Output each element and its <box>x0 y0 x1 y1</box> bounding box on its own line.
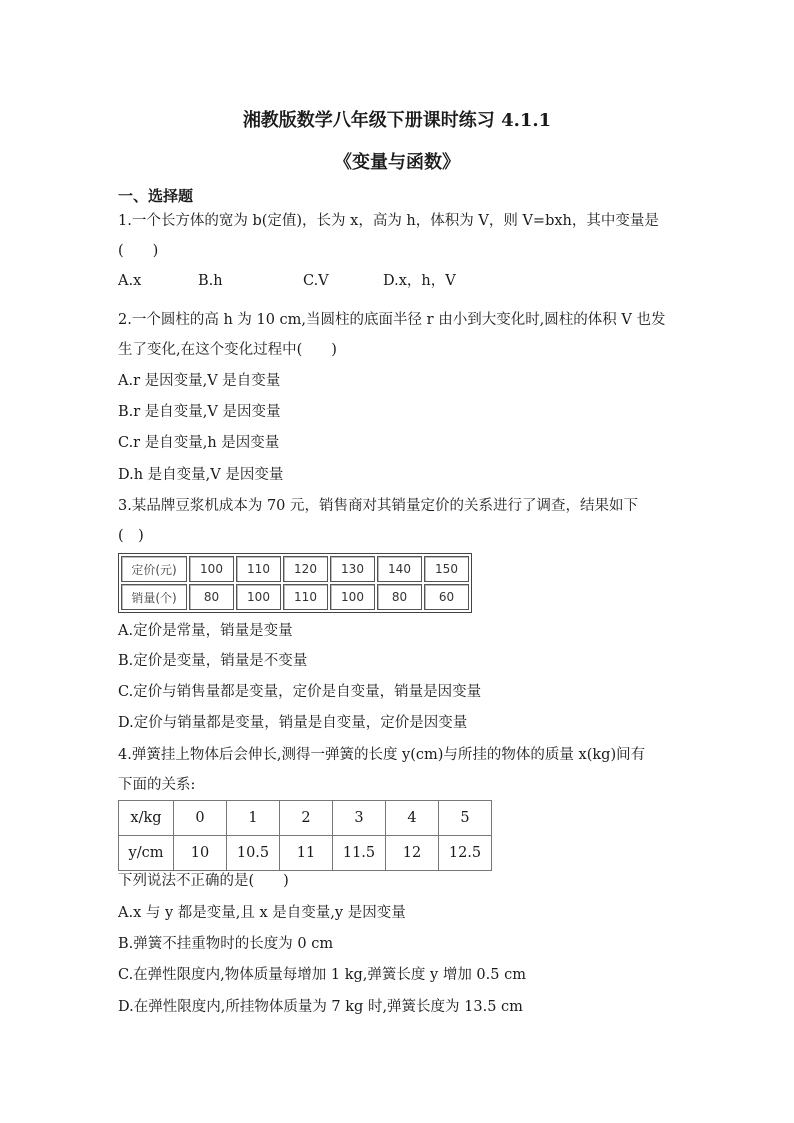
q4-prompt: 下列说法不正确的是( ) <box>118 873 289 889</box>
price-sales-table <box>118 553 472 613</box>
q3-option-d: D.定价与销量都是变量，销量是自变量，定价是因变量 <box>118 715 468 731</box>
table-cell: 60 <box>424 584 469 610</box>
table-cell: 150 <box>424 556 469 582</box>
table-cell: 80 <box>189 584 234 610</box>
page-title: 湘教版数学八年级下册课时练习 4.1.1 <box>242 110 552 131</box>
table-cell: 2 <box>280 801 333 836</box>
table-row <box>119 801 492 836</box>
table-cell: 11.5 <box>333 836 386 871</box>
table-cell: 4 <box>386 801 439 836</box>
table-cell: 3 <box>333 801 386 836</box>
section-heading: 一、选择题 <box>118 187 194 205</box>
table-cell: 120 <box>283 556 328 582</box>
table-cell: 12 <box>386 836 439 871</box>
table-cell: 140 <box>377 556 422 582</box>
q3-option-b: B.定价是变量，销量是不变量 <box>118 653 308 669</box>
q2-option-a: A.r 是因变量,V 是自变量 <box>118 373 281 389</box>
q1-option-d: D.x，h，V <box>383 273 456 289</box>
q4-option-d: D.在弹性限度内,所挂物体质量为 7 kg 时,弹簧长度为 13.5 cm <box>118 999 523 1015</box>
q4-stem-line2: 下面的关系: <box>118 777 196 793</box>
q4-stem-line1: 4.弹簧挂上物体后会伸长,测得一弹簧的长度 y(cm)与所挂的物体的质量 x(kg)间有 <box>118 747 646 763</box>
table-cell: 11 <box>280 836 333 871</box>
table-cell: y/cm <box>119 836 174 871</box>
table-cell: 100 <box>236 584 281 610</box>
table-cell: 10 <box>174 836 227 871</box>
table-cell: 100 <box>189 556 234 582</box>
q1-option-a: A.x <box>118 273 142 289</box>
q1-stem-line2: ( ) <box>118 243 159 259</box>
page-subtitle: 《变量与函数》 <box>334 152 460 173</box>
q2-stem-line2: 生了变化,在这个变化过程中( ) <box>118 342 337 358</box>
table-cell: 1 <box>227 801 280 836</box>
q3-option-c: C.定价与销售量都是变量，定价是自变量，销量是因变量 <box>118 684 482 700</box>
table-cell: x/kg <box>119 801 174 836</box>
q1-option-c: C.V <box>303 273 329 289</box>
q1-option-b: B.h <box>198 273 223 289</box>
table-cell: 130 <box>330 556 375 582</box>
table-cell: 110 <box>283 584 328 610</box>
table-cell: 100 <box>330 584 375 610</box>
q4-option-b: B.弹簧不挂重物时的长度为 0 cm <box>118 936 334 952</box>
q2-option-d: D.h 是自变量,V 是因变量 <box>118 467 284 483</box>
table-cell: 定价(元) <box>121 556 187 582</box>
table-row <box>121 556 469 582</box>
table-cell: 110 <box>236 556 281 582</box>
table-cell: 12.5 <box>439 836 492 871</box>
q4-option-a: A.x 与 y 都是变量,且 x 是自变量,y 是因变量 <box>118 905 406 921</box>
q3-stem-line2: ( ) <box>118 528 144 544</box>
q1-stem-line1: 1.一个长方体的宽为 b(定值)，长为 x，高为 h，体积为 V，则 V=bxh，其中变量是 <box>118 213 659 229</box>
q3-stem-line1: 3.某品牌豆浆机成本为 70 元，销售商对其销量定价的关系进行了调查，结果如下 <box>118 498 639 514</box>
table-cell: 10.5 <box>227 836 280 871</box>
q2-option-c: C.r 是自变量,h 是因变量 <box>118 435 280 451</box>
q2-stem-line1: 2.一个圆柱的高 h 为 10 cm,当圆柱的底面半径 r 由小到大变化时,圆柱的体积 V 也发 <box>118 312 666 328</box>
table-cell: 0 <box>174 801 227 836</box>
spring-length-table <box>118 800 492 871</box>
table-cell: 销量(个) <box>121 584 187 610</box>
table-row <box>119 836 492 871</box>
table-cell: 80 <box>377 584 422 610</box>
q4-option-c: C.在弹性限度内,物体质量每增加 1 kg,弹簧长度 y 增加 0.5 cm <box>118 967 526 983</box>
table-row <box>121 584 469 610</box>
q2-option-b: B.r 是自变量,V 是因变量 <box>118 404 281 420</box>
q3-option-a: A.定价是常量，销量是变量 <box>118 623 293 639</box>
table-cell: 5 <box>439 801 492 836</box>
